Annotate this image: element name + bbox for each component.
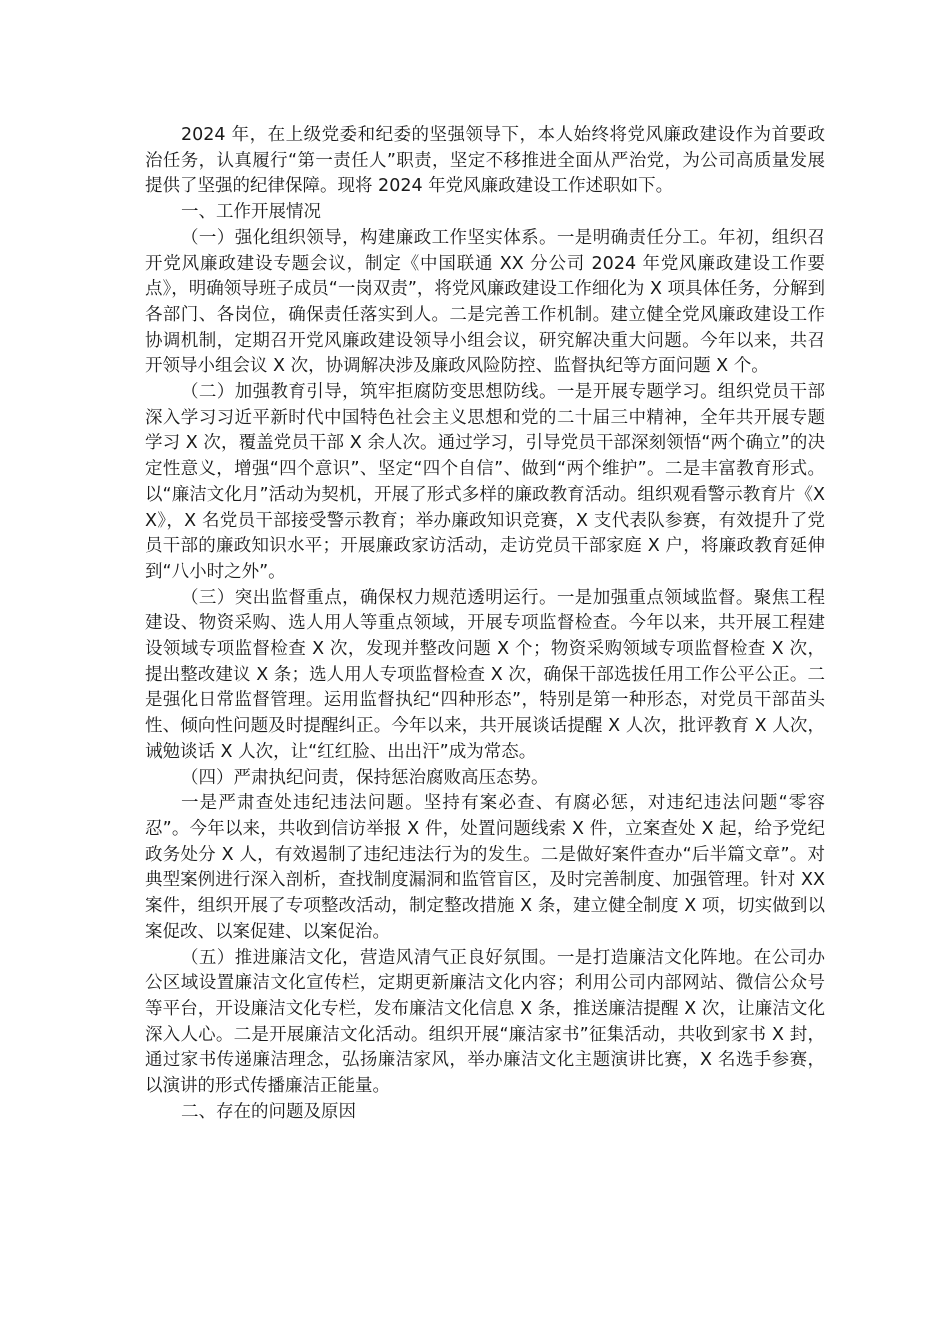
section-2-heading: 二、存在的问题及原因 [181,1101,356,1122]
document-page [145,123,825,1125]
item-1-paragraph: （一）强化组织领导，构建廉政工作坚实体系。一是明确责任分工。年初，组织召开党风廉政建设专题会议，制定《中国联通 XX 分公司 2024 年党风廉政建设工作要点》，明确领导班子成员“一岗双责”，将党风廉政建设工作细化为 X 项具体任务，分解到各部门、各岗位，确保责任落实到人。二是完善工作机制。建立健全党风廉政建设工作协调机制，定期召开党风廉政建设领导小组会议，研究解决重大问题。今年以来，共召开领导小组会议 X 次，协调解决涉及廉政风险防控、监督执纪等方面问题 X 个。 [145,227,825,377]
section-1-heading: 一、工作开展情况 [181,202,321,223]
intro-paragraph: 2024 年，在上级党委和纪委的坚强领导下，本人始终将党风廉政建设作为首要政治任务，认真履行“第一责任人”职责，坚定不移推进全面从严治党，为公司高质量发展提供了坚强的纪律保障。现将 2024 年党风廉政建设工作述职如下。 [145,125,825,197]
item-4-heading: （四）严肃执纪问责，保持惩治腐败高压态势。 [181,767,549,788]
item-4-paragraph: 一是严肃查处违纪违法问题。坚持有案必查、有腐必惩，对违纪违法问题“零容忍”。今年以来，共收到信访举报 X 件，处置问题线索 X 件，立案查处 X 起，给予党纪政务处分 X 人，有效遏制了违纪违法行为的发生。二是做好案件查办“后半篇文章”。对典型案例进行深入剖析，查找制度漏洞和监管盲区，及时完善制度、加强管理。针对 XX 案件，组织开展了专项整改活动，制定整改措施 X 条，建立健全制度 X 项，切实做到以案促改、以案促建、以案促治。 [145,793,825,942]
item-5-paragraph: （五）推进廉洁文化，营造风清气正良好氛围。一是打造廉洁文化阵地。在公司办公区域设置廉洁文化宣传栏，定期更新廉洁文化内容；利用公司内部网站、微信公众号等平台，开设廉洁文化专栏，发布廉洁文化信息 X 条，推送廉洁提醒 X 次，让廉洁文化深入人心。二是开展廉洁文化活动。组织开展“廉洁家书”征集活动，共收到家书 X 封，通过家书传递廉洁理念，弘扬廉洁家风，举办廉洁文化主题演讲比赛，X 名选手参赛，以演讲的形式传播廉洁正能量。 [145,947,825,1097]
item-3-paragraph: （三）突出监督重点，确保权力规范透明运行。一是加强重点领域监督。聚焦工程建设、物资采购、选人用人等重点领域，开展专项监督检查。今年以来，共开展工程建设领域专项监督检查 X 次，发现并整改问题 X 个；物资采购领域专项监督检查 X 次，提出整改建议 X 条；选人用人专项监督检查 X 次，确保干部选拔任用工作公平公正。二是强化日常监督管理。运用监督执纪“四种形态”，特别是第一种形态，对党员干部苗头性、倾向性问题及时提醒纠正。今年以来，共开展谈话提醒 X 人次，批评教育 X 人次，诫勉谈话 X 人次，让“红红脸、出出汗”成为常态。 [145,587,825,762]
item-2-paragraph: （二）加强教育引导，筑牢拒腐防变思想防线。一是开展专题学习。组织党员干部深入学习习近平新时代中国特色社会主义思想和党的二十届三中精神，全年共开展专题学习 X 次，覆盖党员干部 X 余人次。通过学习，引导党员干部深刻领悟“两个确立”的决定性意义，增强“四个意识”、坚定“四个自信”、做到“两个维护”。二是丰富教育形式。以“廉洁文化月”活动为契机，开展了形式多样的廉政教育活动。组织观看警示教育片《XX》，X 名党员干部接受警示教育；举办廉政知识竞赛，X 支代表队参赛，有效提升了党员干部的廉政知识水平；开展廉政家访活动，走访党员干部家庭 X 户，将廉政教育延伸到“八小时之外”。 [145,382,825,582]
